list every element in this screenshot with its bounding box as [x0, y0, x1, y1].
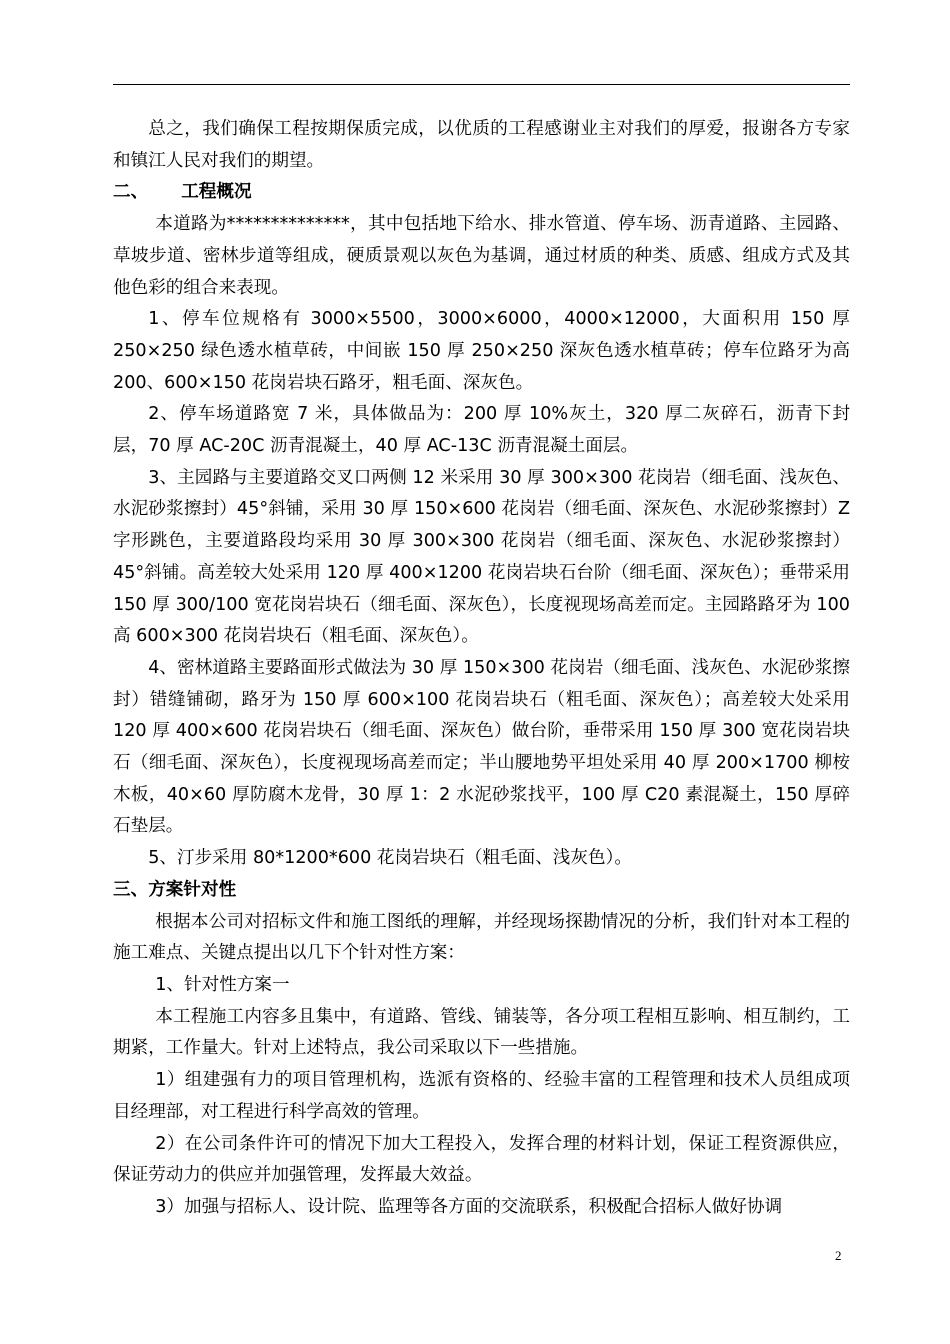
paragraph-item-2: 2、停车场道路宽 7 米，具体做品为：200 厚 10%灰土，320 厚二灰碎石，沥青下封层，70 厚 AC-20C 沥青混凝土，40 厚 AC-13C 沥青混凝土面层。: [113, 404, 850, 457]
document-body: [113, 114, 850, 1224]
paragraph-item-4: 4、密林道路主要路面形式做法为 30 厚 150×300 花岗岩（细毛面、浅灰色、水泥砂浆擦封）错缝铺砌，路牙为 150 厚 600×100 花岗岩块石（粗毛面、深灰色）；高差较大处采用 120 厚 400×600 花岗岩块石（细毛面、深灰色）做台阶，垂带采用 150 厚 300 宽花岗岩块石（细毛面、深灰色），长度视现场高差而定；半山腰地势平坦处采用 40 厚 200×1700 柳桉木板，40×60 厚防腐木龙骨，30 厚 1：2 水泥砂浆找平，100 厚 C20 素混凝土，150 厚碎石垫层。: [113, 657, 850, 837]
section-title: 工程概况: [181, 182, 252, 203]
paragraph-plan-intro: 根据本公司对招标文件和施工图纸的理解，并经现场探勘情况的分析，我们针对本工程的施工难点、关键点提出以几下个针对性方案：: [113, 911, 850, 964]
section-title: 方案针对性: [148, 879, 237, 900]
paragraph-measure-2: 2）在公司条件许可的情况下加大工程投入，发挥合理的材料计划，保证工程资源供应，保证劳动力的供应并加强管理，发挥最大效益。: [113, 1133, 850, 1186]
paragraph-overview: 本道路为**************，其中包括地下给水、排水管道、停车场、沥青道路、主园路、草坡步道、密林步道等组成，硬质景观以灰色为基调，通过材质的种类、质感、组成方式及其他色彩的组合来表现。: [113, 214, 850, 298]
section-heading-overview: [113, 177, 850, 209]
section-number: 二、: [113, 182, 149, 203]
paragraph-conclusion: 总之，我们确保工程按期保质完成，以优质的工程感谢业主对我们的厚爱，报谢各方专家和镇江人民对我们的期望。: [113, 119, 850, 171]
section-heading-plan: [113, 875, 850, 907]
paragraph-measure-1: 1）组建强有力的项目管理机构，选派有资格的、经验丰富的工程管理和技术人员组成项目经理部，对工程进行科学高效的管理。: [113, 1070, 850, 1122]
paragraph-item-5: 5、汀步采用 80*1200*600 花岗岩块石（粗毛面、浅灰色）。: [148, 848, 632, 869]
section-number: 三、: [113, 879, 149, 900]
paragraph-item-1: 1、停车位规格有 3000×5500，3000×6000，4000×12000，大面积用 150 厚 250×250 绿色透水植草砖，中间嵌 150 厚 250×250 深灰色透水植草砖；停车位路牙为高 200、600×150 花岗岩块石路牙，粗毛面、深灰色。: [113, 309, 850, 393]
paragraph-measure-3: 3）加强与招标人、设计院、监理等各方面的交流联系，积极配合招标人做好协调: [155, 1196, 783, 1217]
header-rule: [113, 84, 850, 85]
paragraph-item-3: 3、主园路与主要道路交叉口两侧 12 米采用 30 厚 300×300 花岗岩（细毛面、浅灰色、水泥砂浆擦封）45°斜铺，采用 30 厚 150×600 花岗岩（细毛面、深灰色、水泥砂浆擦封）Z 字形跳色，主要道路段均采用 30 厚 300×300 花岗岩（细毛面、深灰色、水泥砂浆擦封）45°斜铺。高差较大处采用 120 厚 400×1200 花岗岩块石台阶（细毛面、深灰色）；垂带采用 150 厚 300/100 宽花岗岩块石（细毛面、深灰色），长度视现场高差而定。主园路路牙为 100 高 600×300 花岗岩块石（粗毛面、深灰色）。: [113, 467, 850, 647]
page-number: 2: [835, 1248, 842, 1263]
paragraph-plan-1-title: 1、针对性方案一: [155, 974, 290, 995]
paragraph-plan-1-desc: 本工程施工内容多且集中，有道路、管线、铺装等，各分项工程相互影响、相互制约，工期紧，工作量大。针对上述特点，我公司采取以下一些措施。: [113, 1006, 850, 1059]
